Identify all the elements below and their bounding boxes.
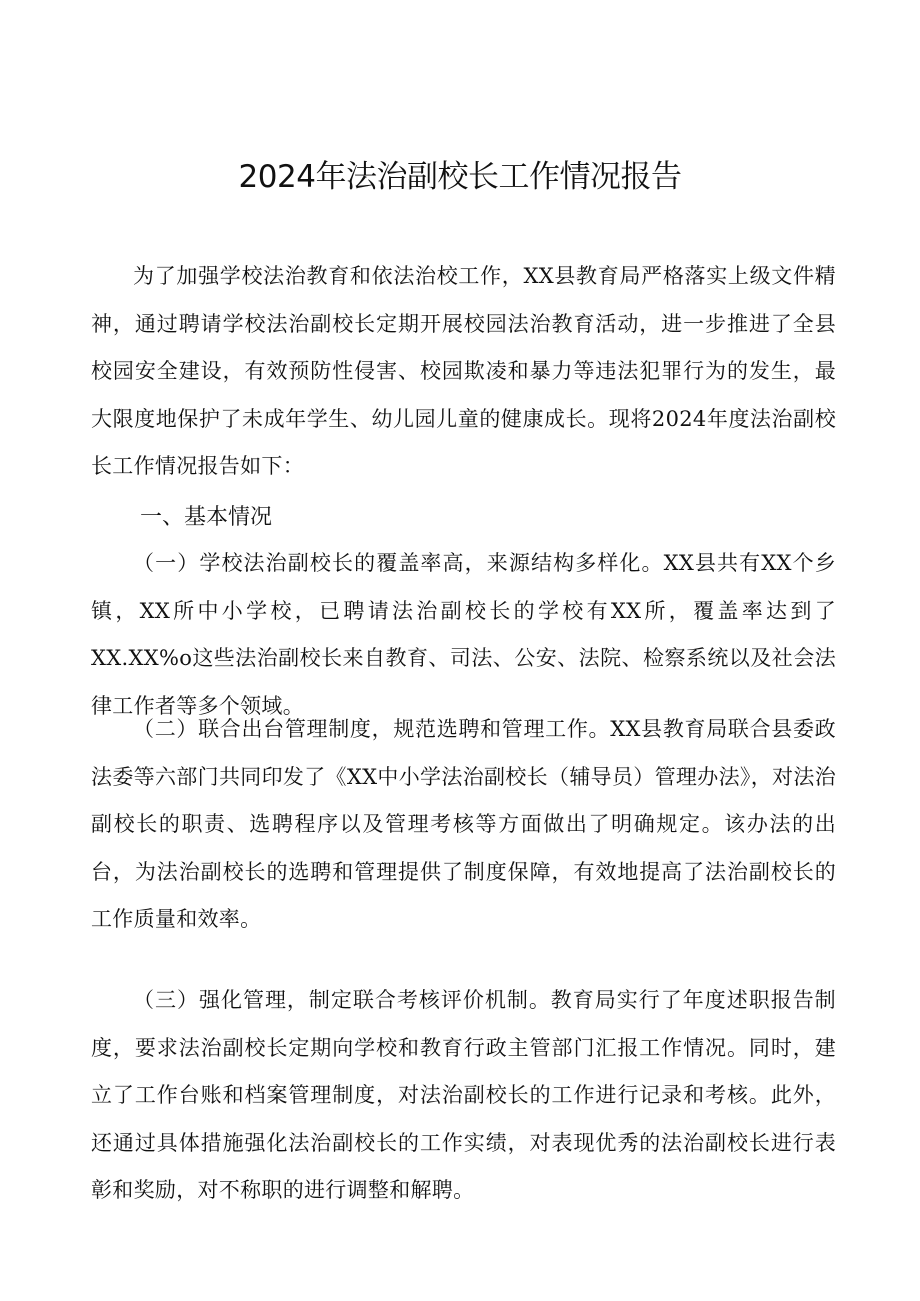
paragraph-coverage: （一）学校法治副校长的覆盖率高，来源结构多样化。XX县共有XX个乡镇，XX所中小学校，已聘请法治副校长的学校有XX所，覆盖率达到了XX.XX%o这些法治副校长来自教育、司法、公安、法院、检察系统以及社会法律工作者等多个领域。 bbox=[91, 551, 836, 718]
section-heading-basic-situation: 一、基本情况 bbox=[140, 505, 273, 530]
paragraph-management-system: （二）联合出台管理制度，规范选聘和管理工作。XX县教育局联合县委政法委等六部门共同印发了《XX中小学法治副校长（辅导员）管理办法》，对法治副校长的职责、选聘程序以及管理考核等方面做出了明确规定。该办法的出台，为法治副校长的选聘和管理提供了制度保障，有效地提高了法治副校长的工作质量和效率。 bbox=[91, 717, 836, 931]
intro-paragraph: 为了加强学校法治教育和依法治校工作，XX县教育局严格落实上级文件精神，通过聘请学校法治副校长定期开展校园法治教育活动，进一步推进了全县校园安全建设，有效预防性侵害、校园欺凌和暴力等违法犯罪行为的发生，最大限度地保护了未成年学生、幼儿园儿童的健康成长。现将2024年度法治副校长工作情况报告如下： bbox=[91, 264, 836, 478]
paragraph-assessment-mechanism: （三）强化管理，制定联合考核评价机制。教育局实行了年度述职报告制度，要求法治副校长定期向学校和教育行政主管部门汇报工作情况。同时，建立了工作台账和档案管理制度，对法治副校长的工作进行记录和考核。此外，还通过具体措施强化法治副校长的工作实绩，对表现优秀的法治副校长进行表彰和奖励，对不称职的进行调整和解聘。 bbox=[91, 988, 836, 1202]
document-title: 2024年法治副校长工作情况报告 bbox=[238, 159, 682, 195]
